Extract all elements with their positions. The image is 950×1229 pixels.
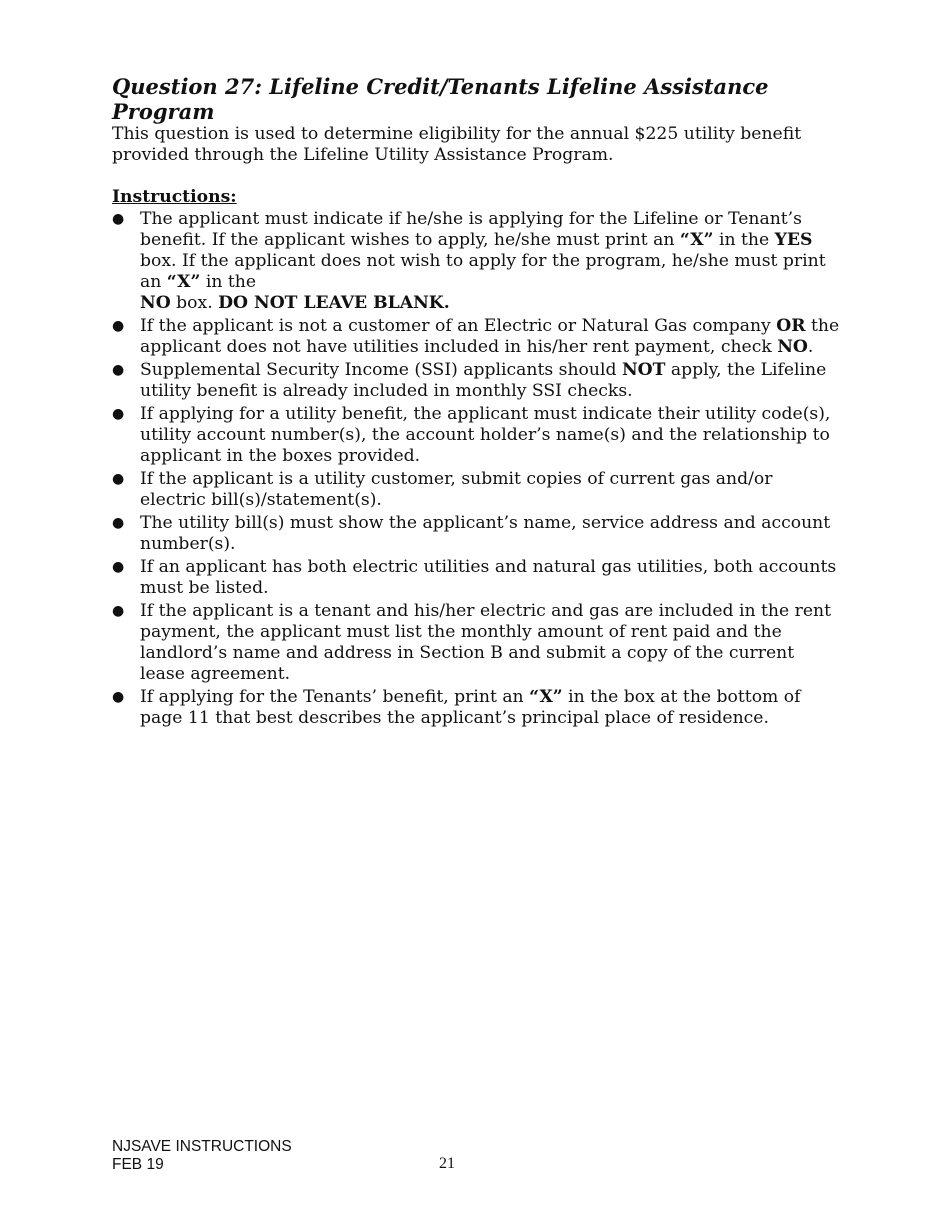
list-item: ● If an applicant has both electric utilities and natural gas utilities, both accounts must be listed.	[112, 557, 837, 598]
intro-paragraph: This question is used to determine eligibility for the annual $225 utility benefit provided through the Lifeline Utility Assistance Program.	[112, 124, 802, 165]
bullet-icon: ●	[112, 211, 125, 227]
footer-label	[112, 1138, 292, 1174]
list-item: ● The applicant must indicate if he/she is applying for the Lifeline or Tenant’s benefit. If the applicant wishes to apply, he/she must print an “X” in the YES box. If the applicant does not wish to apply for the program, he/she must print an “X” in the NO box. DO NOT LEAVE BLANK.	[112, 209, 826, 313]
list-item: ● If applying for the Tenants’ benefit, print an “X” in the box at the bottom of page 11 that best describes the applicant’s principal place of residence.	[112, 687, 801, 728]
bullet-icon: ●	[112, 318, 125, 334]
page-title: Question 27: Lifeline Credit/Tenants Lifeline Assistance Program	[112, 74, 769, 124]
bullet-icon: ●	[112, 559, 125, 575]
bullet-icon: ●	[112, 362, 125, 378]
list-item: ● If applying for a utility benefit, the applicant must indicate their utility code(s), utility account number(s), the account holder’s name(s) and the relationship to applicant in the boxes provided.	[112, 404, 831, 466]
bullet-icon: ●	[112, 515, 125, 531]
footer-title: NJSAVE INSTRUCTIONS	[112, 1138, 292, 1155]
instructions-list	[112, 209, 842, 729]
page-number: 21	[439, 1155, 455, 1172]
bullet-icon: ●	[112, 603, 125, 619]
bullet-icon: ●	[112, 471, 125, 487]
list-item: ● If the applicant is not a customer of an Electric or Natural Gas company OR the applicant does not have utilities included in his/her rent payment, check NO.	[112, 316, 840, 357]
document-body	[112, 74, 842, 731]
footer-date: FEB 19	[112, 1156, 164, 1173]
list-item: ● If the applicant is a tenant and his/her electric and gas are included in the rent payment, the applicant must list the monthly amount of rent paid and the landlord’s name and address in Section B and submit a copy of the current lease agreement.	[112, 601, 831, 684]
list-item: ● Supplemental Security Income (SSI) applicants should NOT apply, the Lifeline utility benefit is already included in monthly SSI checks.	[112, 360, 827, 401]
bullet-icon: ●	[112, 689, 125, 705]
bullet-icon: ●	[112, 406, 125, 422]
list-item: ● If the applicant is a utility customer, submit copies of current gas and/or electric bill(s)/statement(s).	[112, 469, 773, 510]
list-item: ● The utility bill(s) must show the applicant’s name, service address and account number(s).	[112, 513, 831, 554]
instructions-heading: Instructions:	[112, 187, 237, 207]
